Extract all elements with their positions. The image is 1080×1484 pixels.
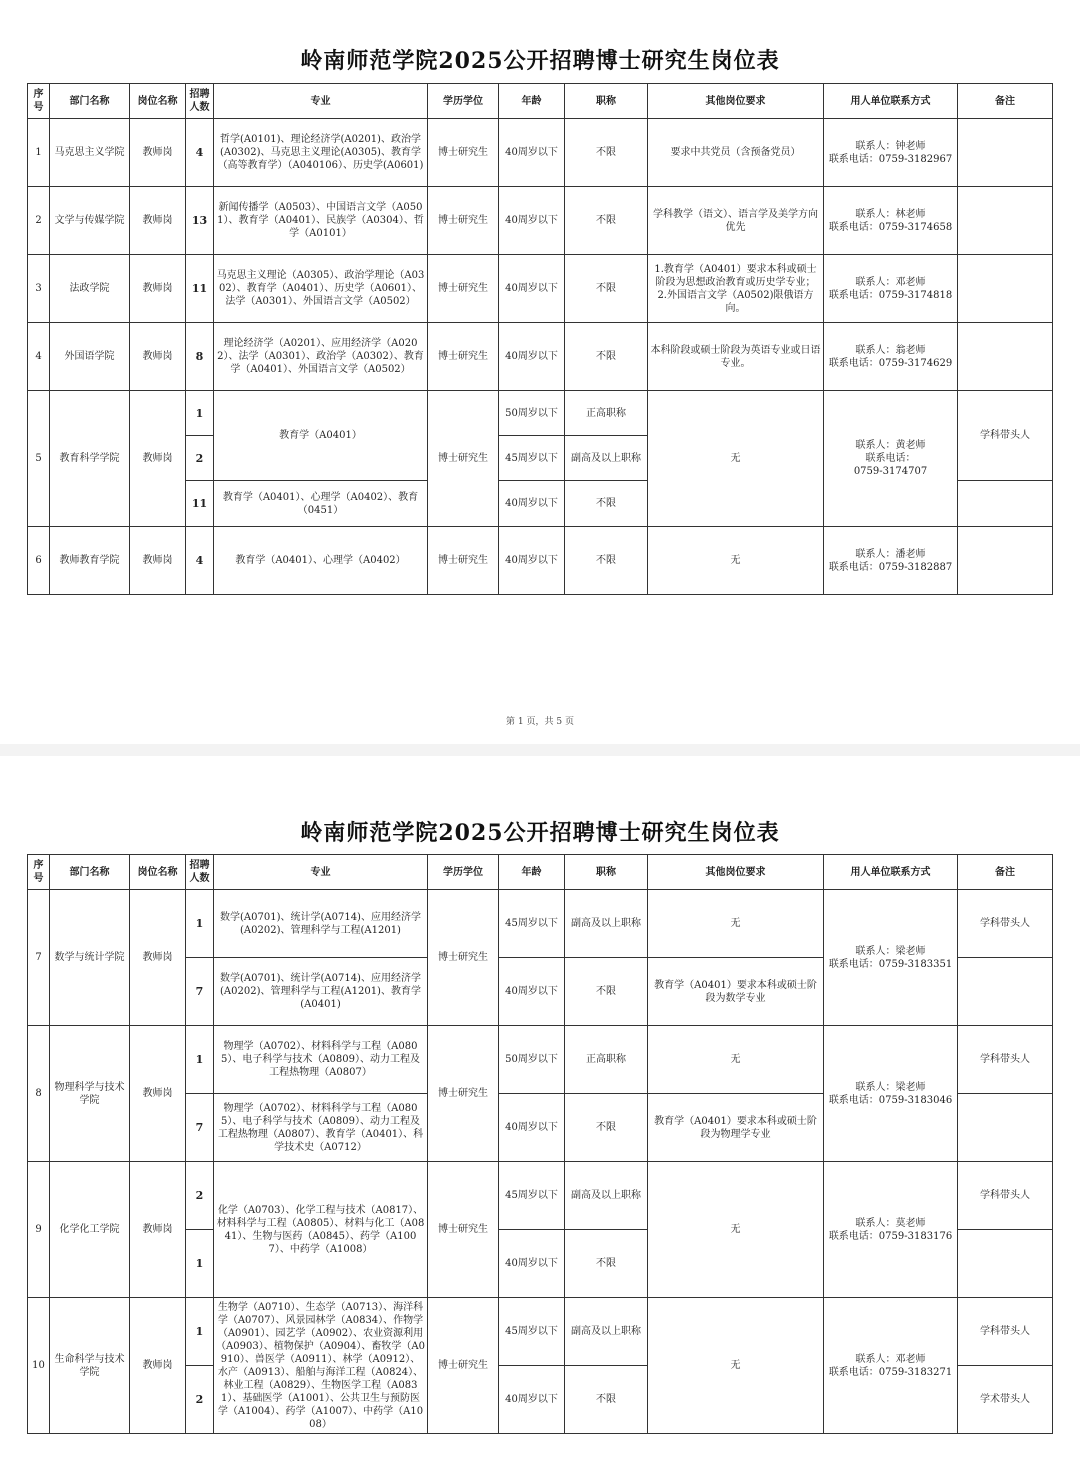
- cell-contact: 联系人：莫老师 联系电话：0759-3183176: [824, 1162, 958, 1298]
- cell-dept: 化学化工学院: [50, 1162, 130, 1298]
- cell-contact: 联系人：梁老师 联系电话：0759-3183351: [824, 890, 958, 1026]
- cell-no: 3: [28, 255, 50, 323]
- table-row: [28, 391, 1053, 436]
- header-post: 岗位名称: [130, 84, 186, 119]
- cell-requirements: 学科教学（语文）、语言学及美学方向优先: [648, 187, 824, 255]
- cell-major: 教育学（A0401）、心理学（A0402）: [214, 527, 428, 595]
- cell-post: 教师岗: [130, 1298, 186, 1434]
- cell-age: 45周岁以下: [499, 1162, 565, 1230]
- cell-requirements: 教育学（A0401）要求本科或硕士阶段为物理学专业: [648, 1094, 824, 1162]
- cell-age: 40周岁以下: [499, 323, 565, 391]
- cell-age: 40周岁以下: [499, 187, 565, 255]
- header-age: 年龄: [499, 84, 565, 119]
- cell-no: 6: [28, 527, 50, 595]
- cell-post: 教师岗: [130, 187, 186, 255]
- cell-degree: 博士研究生: [428, 119, 499, 187]
- cell-count: 4: [186, 119, 214, 187]
- cell-count: 13: [186, 187, 214, 255]
- cell-count: 11: [186, 481, 214, 527]
- cell-contact: 联系人：林老师 联系电话：0759-3174658: [824, 187, 958, 255]
- cell-requirements: 无: [648, 1162, 824, 1298]
- cell-count: 1: [186, 1298, 214, 1366]
- table-row: [28, 890, 1053, 958]
- cell-requirements: 要求中共党员（含预备党员）: [648, 119, 824, 187]
- cell-post: 教师岗: [130, 890, 186, 1026]
- cell-age: 45周岁以下: [499, 890, 565, 958]
- page-title: 岭南师范学院2025公开招聘博士研究生岗位表: [300, 820, 780, 846]
- cell-dept: 马克思主义学院: [50, 119, 130, 187]
- cell-no: 7: [28, 890, 50, 1026]
- cell-major: 数学(A0701)、统计学(A0714)、应用经济学(A0202)、管理科学与工程(A1201)、教育学(A0401): [214, 958, 428, 1026]
- cell-age: 40周岁以下: [499, 119, 565, 187]
- positions-table: [27, 854, 1053, 1434]
- header-contact: 用人单位联系方式: [824, 84, 958, 119]
- table-row: [28, 119, 1053, 187]
- cell-major: 教育学（A0401）: [214, 391, 428, 481]
- cell-requirements: 教育学（A0401）要求本科或硕士阶段为数学专业: [648, 958, 824, 1026]
- cell-count: 1: [186, 1230, 214, 1298]
- cell-dept: 生命科学与技术学院: [50, 1298, 130, 1434]
- cell-note: [958, 481, 1053, 527]
- page-title: 岭南师范学院2025公开招聘博士研究生岗位表: [300, 48, 780, 74]
- header-age: 年龄: [499, 855, 565, 890]
- cell-major: 物理学（A0702）、材料科学与工程（A0805）、电子科学与技术（A0809）、动力工程及工程热物理（A0807）: [214, 1026, 428, 1094]
- cell-count: 8: [186, 323, 214, 391]
- header-requirements: 其他岗位要求: [648, 855, 824, 890]
- cell-requirements: 1.教育学（A0401）要求本科或硕士阶段为思想政治教育或历史学专业； 2.外国语言文学（A0502)限俄语方向。: [648, 255, 824, 323]
- cell-contact: 联系人：邓老师 联系电话：0759-3183271: [824, 1298, 958, 1434]
- cell-count: 11: [186, 255, 214, 323]
- header-degree: 学历学位: [428, 855, 499, 890]
- header-row: [28, 84, 1053, 119]
- header-title: 职称: [565, 855, 648, 890]
- cell-age: 40周岁以下: [499, 255, 565, 323]
- cell-requirements: 无: [648, 1026, 824, 1094]
- header-count: 招聘人数: [186, 855, 214, 890]
- cell-no: 5: [28, 391, 50, 527]
- cell-age: 40周岁以下: [499, 481, 565, 527]
- cell-count: 2: [186, 1366, 214, 1434]
- cell-dept: 数学与统计学院: [50, 890, 130, 1026]
- cell-note: 学科带头人: [958, 1026, 1053, 1094]
- cell-title: 正高职称: [565, 1026, 648, 1094]
- cell-note: 学科带头人: [958, 1298, 1053, 1366]
- cell-dept: 物理科学与技术学院: [50, 1026, 130, 1162]
- header-major: 专业: [214, 855, 428, 890]
- cell-major: 马克思主义理论（A0305）、政治学理论（A0302）、教育学（A0401）、历史学（A0601）、法学（A0301）、外国语言文学（A0502）: [214, 255, 428, 323]
- cell-note: [958, 958, 1053, 1026]
- cell-degree: 博士研究生: [428, 1162, 499, 1298]
- cell-contact: 联系人：黄老师 联系电话： 0759-3174707: [824, 391, 958, 527]
- cell-age: 40周岁以下: [499, 1094, 565, 1162]
- table-row: [28, 187, 1053, 255]
- cell-post: 教师岗: [130, 1026, 186, 1162]
- cell-dept: 法政学院: [50, 255, 130, 323]
- cell-count: 4: [186, 527, 214, 595]
- cell-note: [958, 187, 1053, 255]
- cell-no: 2: [28, 187, 50, 255]
- cell-contact: 联系人：梁老师 联系电话：0759-3183046: [824, 1026, 958, 1162]
- table-row: [28, 255, 1053, 323]
- table-row: [28, 1298, 1053, 1366]
- cell-no: 8: [28, 1026, 50, 1162]
- header-note: 备注: [958, 855, 1053, 890]
- cell-title: 不限: [565, 1094, 648, 1162]
- cell-age: 45周岁以下: [499, 436, 565, 481]
- cell-major: 生物学（A0710）、生态学（A0713）、海洋科学（A0707）、风景园林学（A0834）、作物学（A0901）、园艺学（A0902）、农业资源利用（A0903）、植物保护（A0904）、畜牧学（A0910）、兽医学（A0911）、林学（A0912）、水产（A0913）、船舶与海洋工程（A0824）、林业工程（A0829）、生物医学工程（A0831）、基础医学（A1001）、公共卫生与预防医学（A1004）、药学（A1007）、中药学（A1008）: [214, 1298, 428, 1434]
- cell-major: 化学（A0703）、化学工程与技术（A0817）、材料科学与工程（A0805）、材料与化工（A0841）、生物与医药（A0845）、药学（A1007）、中药学（A1008）: [214, 1162, 428, 1298]
- cell-title: 不限: [565, 1366, 648, 1434]
- cell-major: 理论经济学（A0201）、应用经济学（A0202）、法学（A0301）、政治学（A0302）、教育学（A0401）、外国语言文学（A0502）: [214, 323, 428, 391]
- cell-degree: 博士研究生: [428, 323, 499, 391]
- cell-title: 不限: [565, 187, 648, 255]
- cell-dept: 外国语学院: [50, 323, 130, 391]
- cell-no: 9: [28, 1162, 50, 1298]
- cell-title: 不限: [565, 481, 648, 527]
- header-no: 序号: [28, 855, 50, 890]
- cell-note: [958, 255, 1053, 323]
- cell-title: 副高及以上职称: [565, 1162, 648, 1230]
- cell-note: [958, 1094, 1053, 1162]
- cell-note: [958, 1230, 1053, 1298]
- cell-note: 学科带头人: [958, 391, 1053, 481]
- positions-table: [27, 83, 1053, 595]
- cell-age: 40周岁以下: [499, 1366, 565, 1434]
- cell-age: 40周岁以下: [499, 527, 565, 595]
- cell-dept: 教师教育学院: [50, 527, 130, 595]
- cell-requirements: 无: [648, 391, 824, 527]
- table-row: [28, 1026, 1053, 1094]
- cell-degree: 博士研究生: [428, 255, 499, 323]
- cell-title: 不限: [565, 527, 648, 595]
- header-count: 招聘人数: [186, 84, 214, 119]
- cell-count: 1: [186, 890, 214, 958]
- cell-requirements: 无: [648, 890, 824, 958]
- cell-contact: 联系人：钟老师 联系电话：0759-3182967: [824, 119, 958, 187]
- cell-no: 10: [28, 1298, 50, 1434]
- cell-degree: 博士研究生: [428, 1298, 499, 1434]
- cell-title: 不限: [565, 323, 648, 391]
- header-dept: 部门名称: [50, 84, 130, 119]
- cell-note: [958, 323, 1053, 391]
- cell-age: 45周岁以下: [499, 1298, 565, 1366]
- cell-note: [958, 119, 1053, 187]
- cell-contact: 联系人：翁老师 联系电话：0759-3174629: [824, 323, 958, 391]
- header-title: 职称: [565, 84, 648, 119]
- cell-requirements: 无: [648, 1298, 824, 1434]
- cell-major: 新闻传播学（A0503）、中国语言文学（A0501）、教育学（A0401）、民族学（A0304）、哲学（A0101）: [214, 187, 428, 255]
- cell-count: 7: [186, 958, 214, 1026]
- header-post: 岗位名称: [130, 855, 186, 890]
- header-dept: 部门名称: [50, 855, 130, 890]
- cell-title: 正高职称: [565, 391, 648, 436]
- header-row: [28, 855, 1053, 890]
- cell-title: 不限: [565, 1230, 648, 1298]
- cell-post: 教师岗: [130, 119, 186, 187]
- cell-contact: 联系人：潘老师 联系电话：0759-3182887: [824, 527, 958, 595]
- cell-title: 不限: [565, 958, 648, 1026]
- cell-degree: 博士研究生: [428, 1026, 499, 1162]
- cell-major: 物理学（A0702）、材料科学与工程（A0805）、电子科学与技术（A0809）、动力工程及工程热物理（A0807）、教育学（A0401）、科学技术史（A0712）: [214, 1094, 428, 1162]
- cell-no: 4: [28, 323, 50, 391]
- cell-no: 1: [28, 119, 50, 187]
- cell-requirements: 无: [648, 527, 824, 595]
- cell-note: [958, 527, 1053, 595]
- cell-title: 副高及以上职称: [565, 890, 648, 958]
- cell-degree: 博士研究生: [428, 391, 499, 527]
- header-no: 序号: [28, 84, 50, 119]
- cell-title: 不限: [565, 119, 648, 187]
- cell-post: 教师岗: [130, 255, 186, 323]
- table-row: [28, 323, 1053, 391]
- header-note: 备注: [958, 84, 1053, 119]
- cell-degree: 博士研究生: [428, 527, 499, 595]
- cell-dept: 文学与传媒学院: [50, 187, 130, 255]
- cell-note: 学术带头人: [958, 1366, 1053, 1434]
- cell-count: 7: [186, 1094, 214, 1162]
- cell-major: 教育学（A0401）、心理学（A0402）、教育（0451）: [214, 481, 428, 527]
- cell-degree: 博士研究生: [428, 187, 499, 255]
- cell-post: 教师岗: [130, 1162, 186, 1298]
- cell-title: 不限: [565, 255, 648, 323]
- cell-age: 50周岁以下: [499, 1026, 565, 1094]
- cell-age: 40周岁以下: [499, 958, 565, 1026]
- cell-count: 2: [186, 1162, 214, 1230]
- header-major: 专业: [214, 84, 428, 119]
- cell-major: 哲学(A0101)、理论经济学(A0201)、政治学(A0302)、马克思主义理论(A0305)、教育学（高等教育学）（A040106）、历史学(A0601): [214, 119, 428, 187]
- table-row: [28, 1162, 1053, 1230]
- cell-note: 学科带头人: [958, 1162, 1053, 1230]
- cell-post: 教师岗: [130, 391, 186, 527]
- cell-count: 1: [186, 391, 214, 436]
- cell-post: 教师岗: [130, 323, 186, 391]
- table-row: [28, 527, 1053, 595]
- cell-contact: 联系人：邓老师 联系电话：0759-3174818: [824, 255, 958, 323]
- header-requirements: 其他岗位要求: [648, 84, 824, 119]
- cell-count: 1: [186, 1026, 214, 1094]
- page-footer: 第 1 页，共 5 页: [506, 717, 574, 727]
- cell-degree: 博士研究生: [428, 890, 499, 1026]
- cell-count: 2: [186, 436, 214, 481]
- cell-post: 教师岗: [130, 527, 186, 595]
- cell-age: 50周岁以下: [499, 391, 565, 436]
- header-contact: 用人单位联系方式: [824, 855, 958, 890]
- header-degree: 学历学位: [428, 84, 499, 119]
- cell-note: 学科带头人: [958, 890, 1053, 958]
- cell-major: 数学(A0701)、统计学(A0714)、应用经济学(A0202)、管理科学与工程(A1201): [214, 890, 428, 958]
- page-2: [0, 756, 1080, 1484]
- cell-title: 副高及以上职称: [565, 436, 648, 481]
- cell-dept: 教育科学学院: [50, 391, 130, 527]
- cell-age: 40周岁以下: [499, 1230, 565, 1298]
- cell-title: 副高及以上职称: [565, 1298, 648, 1366]
- cell-requirements: 本科阶段或硕士阶段为英语专业或日语专业。: [648, 323, 824, 391]
